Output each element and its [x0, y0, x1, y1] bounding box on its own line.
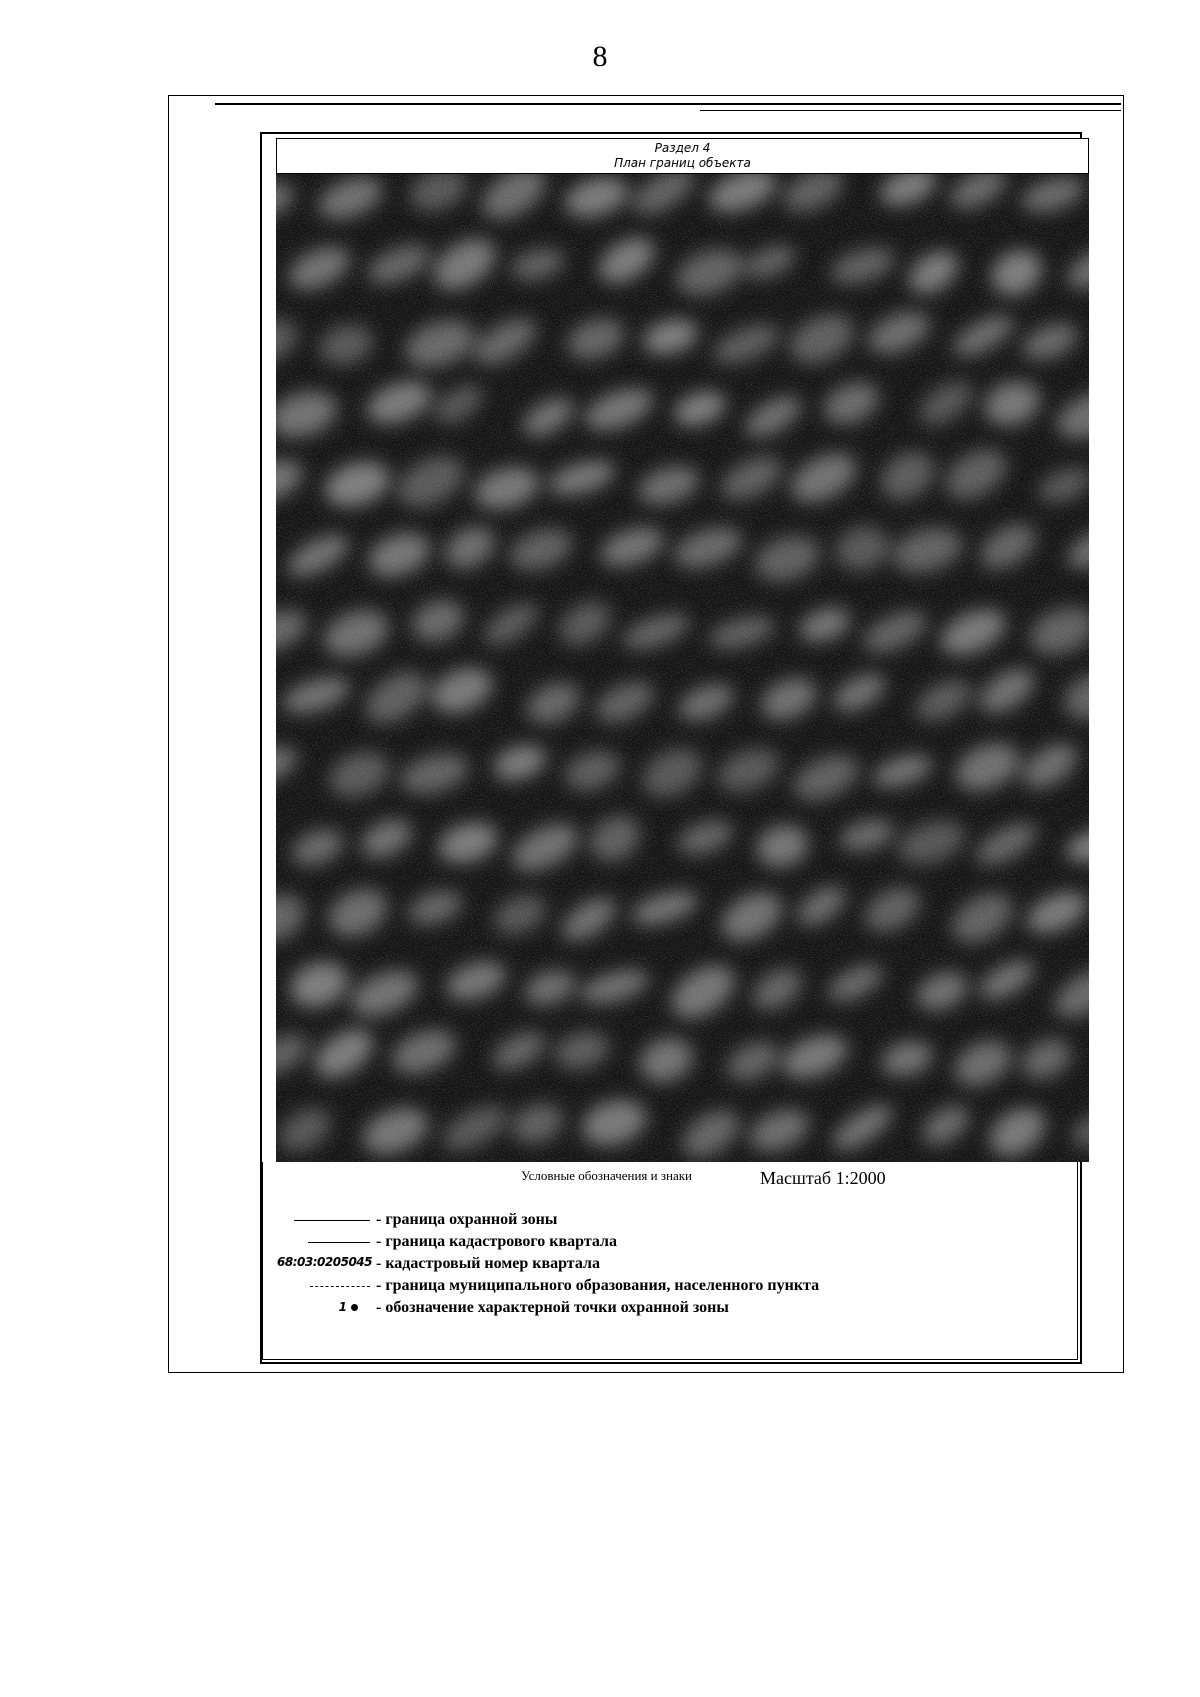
thin-line-symbol	[280, 1232, 372, 1252]
map-scale: Масштаб 1:2000	[760, 1168, 886, 1188]
legend-item-label: - граница муниципального образования, населенного пункта	[376, 1277, 820, 1294]
legend-item-label: - граница кадастрового квартала	[376, 1233, 617, 1250]
top-rule-secondary	[700, 110, 1121, 111]
top-rule	[215, 103, 1121, 105]
page-number: 8	[592, 40, 608, 73]
map-image	[276, 174, 1089, 1162]
section-label: Раздел 4	[654, 141, 711, 155]
point-symbol: 1	[280, 1298, 372, 1318]
legend-item-characteristic-point	[280, 1297, 729, 1319]
legend-item-cadastral-quarter-boundary	[280, 1231, 617, 1253]
title-block	[276, 138, 1089, 174]
plan-title: План границ объекта	[614, 156, 751, 170]
legend-item-label: - кадастровый номер квартала	[376, 1255, 600, 1272]
legend-item-label: - граница охранной зоны	[376, 1211, 558, 1228]
cadastral-code-symbol: 68:03:0205045	[277, 1255, 372, 1269]
point-icon	[351, 1304, 358, 1311]
legend-title: Условные обозначения и знаки	[521, 1168, 692, 1183]
legend-item-label: - обозначение характерной точки охранной зоны	[376, 1299, 729, 1316]
legend-item-cadastral-number	[277, 1253, 600, 1275]
legend-item-municipal-boundary	[280, 1275, 819, 1297]
solid-line-symbol	[280, 1210, 372, 1230]
map-texture	[276, 174, 1089, 1162]
dashed-line-symbol	[280, 1276, 372, 1296]
legend-item-protection-zone	[280, 1209, 557, 1231]
